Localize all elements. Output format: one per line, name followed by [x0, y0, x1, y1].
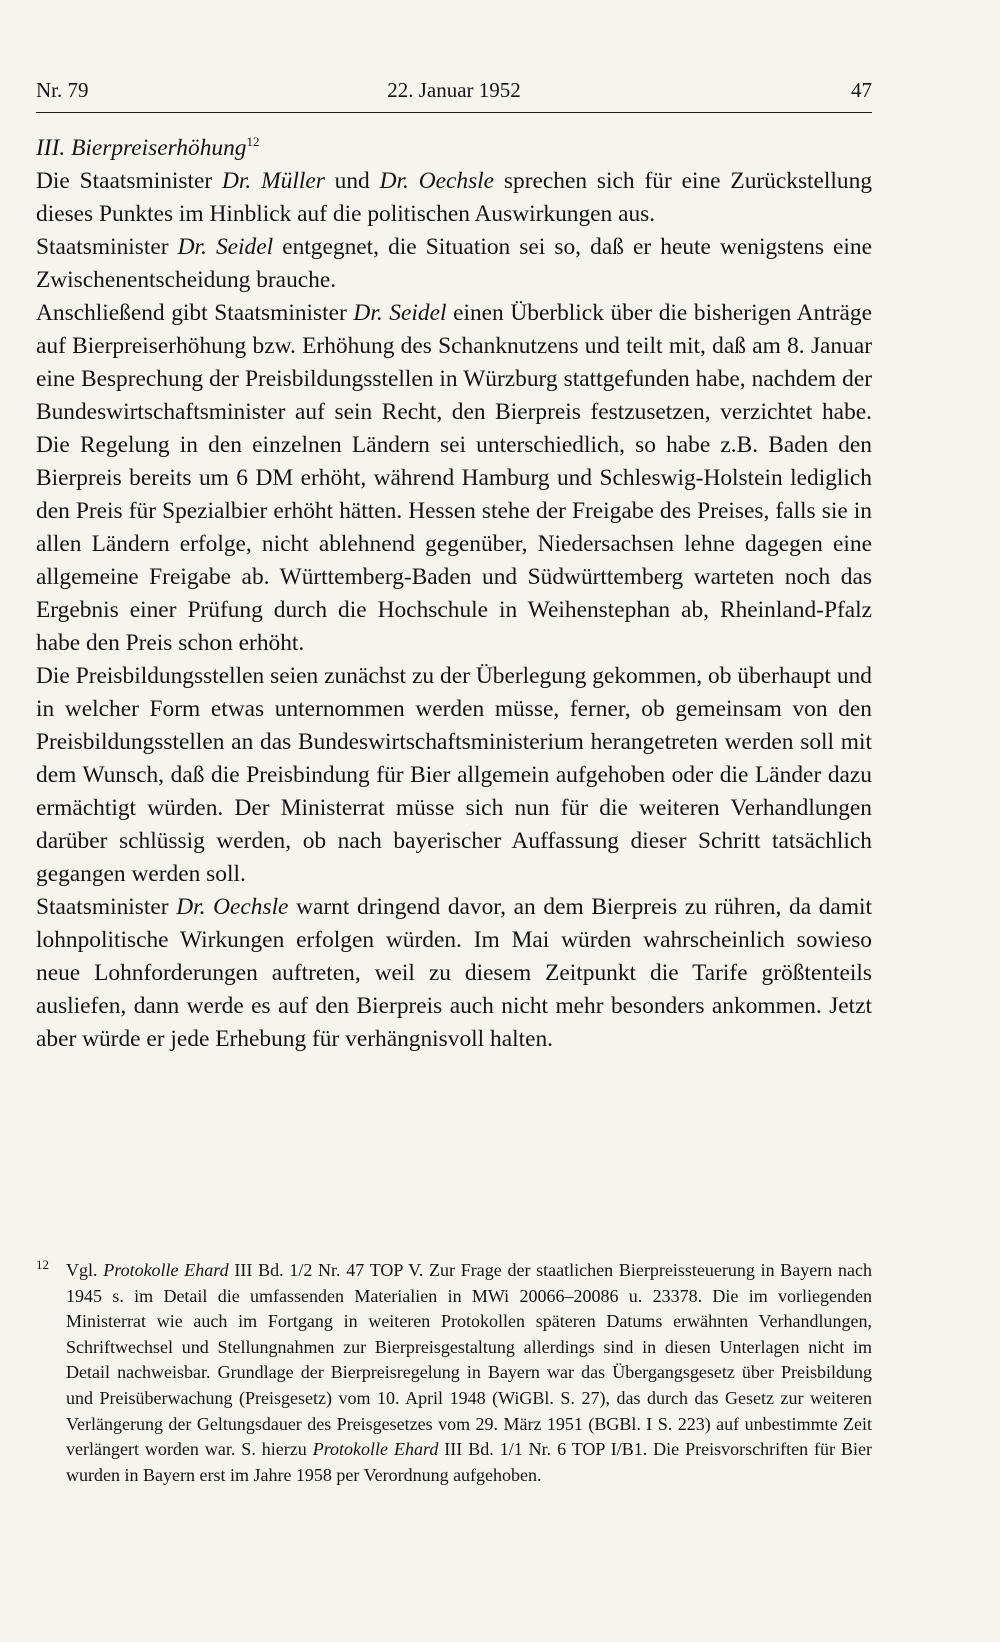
paragraph	[36, 297, 872, 660]
paragraph	[36, 891, 872, 1056]
text-run: sprechen sich für eine Zurückstellung dieses Punktes im Hinblick auf die politischen Auswirkungen aus.	[36, 168, 873, 227]
text-run: Die Preisbildungsstellen seien zunächst zu der Überlegung gekommen, ob überhaupt und in welcher Form etwas unternommen werden müsse, ferner, ob gemeinsam von den Preisbildungsstellen an das Bundeswirtschaftsministerium herangetreten werden soll mit dem Wunsch, daß die Preisbindung für Bier allgemein aufgehoben oder die Länder dazu ermächtigt würden. Der Ministerrat müsse sich nun für die weiteren Verhandlungen darüber schlüssig werden, ob nach bayerischer Auffassung dieser Schritt tatsächlich gegangen werden soll.	[36, 663, 872, 887]
running-header	[36, 78, 872, 108]
text-run: Vgl.	[66, 1260, 104, 1280]
person-name: Dr. Seidel	[177, 234, 274, 260]
text-run: und	[324, 168, 380, 194]
footnote-number: 12	[36, 1257, 49, 1272]
text-run: einen Überblick über die bisherigen Anträge auf Bierpreiserhöhung bzw. Erhöhung des Schanknutzens und teilt mit, daß am 8. Januar eine Besprechung der Preisbildungsstellen in Würzburg stattgefunden habe, nachdem der Bundeswirtschaftsminister auf sein Recht, den Bierpreis festzusetzen, verzichtet habe. Die Regelung in den einzelnen Ländern sei unterschiedlich, so habe z.B. Baden den Bierpreis bereits um 6 DM erhöht, während Hamburg und Schleswig-Holstein lediglich den Preis für Spezialbier erhöht hätten. Hessen stehe der Freigabe des Preises, falls sie in allen Ländern erfolge, nicht ablehnend gegenüber, Niedersachsen lehne dagegen eine allgemeine Freigabe ab. Württemberg-Baden und Südwürttemberg warteten noch das Ergebnis einer Prüfung durch die Hochschule in Weihenstephan ab, Rheinland-Pfalz habe den Preis schon erhöht.	[36, 300, 873, 656]
text-run: III Bd. 1/2 Nr. 47 TOP V. Zur Frage der staatlichen Bierpreissteuerung in Bayern nach 1945 s. im Detail die umfassenden Materialien in MWi 20066–20086 u. 23378. Die im vorliegenden Ministerrat wie auch im Fortgang in weiteren Protokollen späteren Datums erwähnten Verhandlungen, Schriftwechsel und Stellungnahmen zur Bierpreisgestaltung allerdings sind in diesen Unterlagen nicht im Detail nachweisbar. Grundlage der Bierpreisregelung in Bayern war das Übergangsgesetz über Preisbildung und Preisüberwachung (Preisgesetz) vom 10. April 1948 (WiGBl. S. 27), das durch das Gesetz zur weiteren Verlängerung der Geltungsdauer des Preisgesetzes vom 29. März 1951 (BGBl. I S. 223) auf unbestimmte Zeit verlängert worden war. S. hierzu	[66, 1260, 872, 1460]
text-run: III Bd. 1/1 Nr. 6 TOP I/B1. Die Preisvorschriften für Bier wurden in Bayern erst im Jahre 1958 per Verordnung aufgehoben.	[66, 1439, 872, 1485]
footnote-ref: 12	[246, 134, 260, 149]
header-date: 22. Januar 1952	[387, 78, 521, 102]
person-name: Dr. Seidel	[353, 300, 447, 326]
paragraph	[36, 165, 872, 231]
footnote	[36, 1258, 872, 1488]
text-run: warnt dringend davor, an dem Bierpreis zu rühren, da damit lohnpolitische Wirkungen erfolgen würden. Im Mai würden wahrscheinlich sowieso neue Lohnforderungen auftreten, weil zu diesem Zeitpunkt die Tarife größtenteils ausliefen, dann werde es auf den Bierpreis auch nicht mehr besonders ankommen. Jetzt aber würde er jede Erhebung für verhängnisvoll halten.	[36, 894, 873, 1052]
header-rule	[36, 112, 872, 113]
person-name: Dr. Oechsle	[176, 894, 289, 920]
citation-title: Protokolle Ehard	[103, 1260, 229, 1280]
citation-title: Protokolle Ehard	[312, 1439, 439, 1460]
text-run: Anschließend gibt Staatsminister	[36, 300, 354, 326]
person-name: Dr. Müller	[222, 168, 325, 194]
section-heading	[36, 132, 872, 165]
paragraph	[36, 231, 872, 297]
text-run: Die Staatsminister	[36, 168, 223, 194]
page-number: 47	[851, 78, 872, 102]
text-run: Staatsminister	[36, 234, 178, 260]
footnotes	[36, 1258, 872, 1488]
text-run: Staatsminister	[36, 894, 177, 920]
section-title: III. Bierpreiserhöhung	[36, 135, 247, 161]
protocol-number: Nr. 79	[36, 78, 89, 102]
text-run: entgegnet, die Situation sei so, daß er heute wenigstens eine Zwischenentscheidung brauche.	[36, 234, 872, 293]
paragraph	[36, 660, 872, 891]
person-name: Dr. Oechsle	[379, 168, 495, 194]
main-text	[36, 132, 872, 1056]
